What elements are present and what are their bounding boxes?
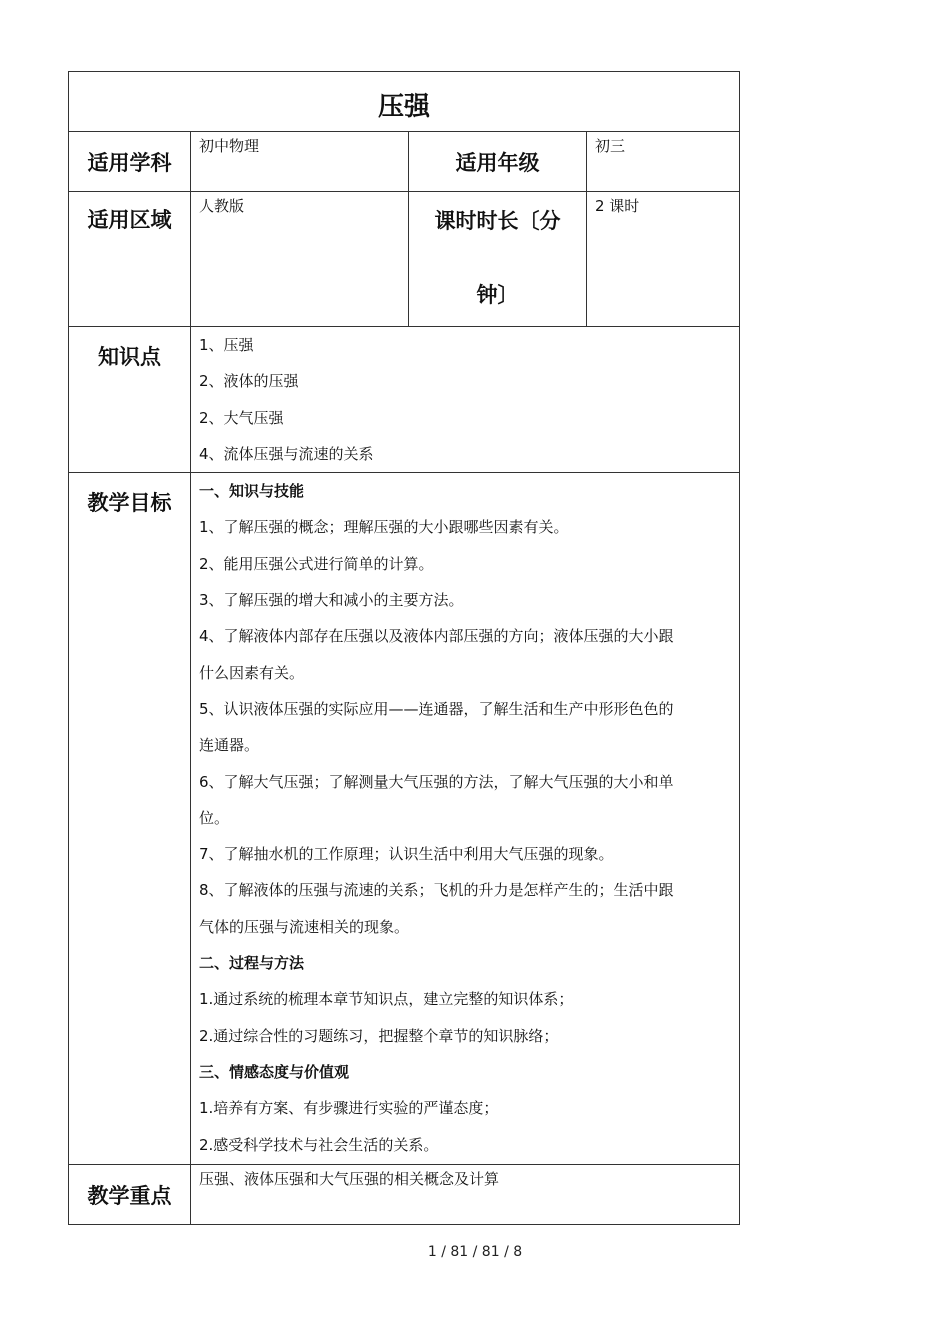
list-item: 2.感受科学技术与社会生活的关系。 xyxy=(199,1135,439,1154)
focus-row xyxy=(69,1165,740,1225)
knowledge-label-cell xyxy=(69,327,191,473)
list-item: 4、流体压强与流速的关系 xyxy=(199,444,374,463)
list-item: 8、了解液体的压强与流速的关系；飞机的升力是怎样产生的；生活中跟 xyxy=(199,881,674,900)
knowledge-label: 知识点 xyxy=(98,345,161,369)
grade-label: 适用年级 xyxy=(455,150,540,175)
duration-value: 2 课时 xyxy=(587,192,740,327)
knowledge-row xyxy=(69,327,740,473)
grade-label-cell xyxy=(409,132,587,192)
objectives-label: 教学目标 xyxy=(87,491,172,516)
list-item: 位。 xyxy=(199,808,230,827)
region-row xyxy=(69,192,740,327)
list-item: 什么因素有关。 xyxy=(199,663,305,682)
region-value: 人教版 xyxy=(191,192,409,327)
duration-label-line1: 课时时长〔分 xyxy=(434,209,561,233)
list-item: 2.通过综合性的习题练习，把握整个章节的知识脉络； xyxy=(199,1026,559,1045)
list-item: 3、了解压强的增大和减小的主要方法。 xyxy=(199,591,464,610)
list-item: 6、了解大气压强；了解测量大气压强的方法，了解大气压强的大小和单 xyxy=(199,772,674,791)
page-title: 压强 xyxy=(378,92,431,122)
list-item: 1.通过系统的梳理本章节知识点，建立完整的知识体系； xyxy=(199,990,574,1009)
focus-value: 压强、液体压强和大气压强的相关概念及计算 xyxy=(191,1165,740,1225)
list-item: 4、了解液体内部存在压强以及液体内部压强的方向；液体压强的大小跟 xyxy=(199,627,674,646)
section-heading: 三、情感态度与价值观 xyxy=(199,1062,350,1081)
objectives-label-cell xyxy=(69,473,191,1165)
subject-row xyxy=(69,132,740,192)
objectives-row xyxy=(69,473,740,1165)
list-item: 7、了解抽水机的工作原理；认识生活中利用大气压强的现象。 xyxy=(199,845,614,864)
list-item: 2、大气压强 xyxy=(199,408,284,427)
list-item: 2、液体的压强 xyxy=(199,372,299,391)
title-row xyxy=(69,72,740,132)
list-item: 5、认识液体压强的实际应用——连通器，了解生活和生产中形形色色的 xyxy=(199,699,674,718)
objectives-list xyxy=(191,473,740,1165)
section-heading: 一、知识与技能 xyxy=(199,482,305,501)
list-item: 连通器。 xyxy=(199,736,260,755)
lesson-plan-table xyxy=(68,71,740,1225)
list-item: 1、压强 xyxy=(199,336,254,354)
page-footer: 1 / 81 / 81 / 8 xyxy=(427,1244,523,1260)
focus-label: 教学重点 xyxy=(87,1183,172,1208)
section-heading: 二、过程与方法 xyxy=(199,954,305,973)
focus-label-cell xyxy=(69,1165,191,1225)
list-item: 2、能用压强公式进行简单的计算。 xyxy=(199,554,434,573)
duration-label-cell xyxy=(409,192,587,327)
list-item: 1、了解压强的概念；理解压强的大小跟哪些因素有关。 xyxy=(199,518,569,537)
subject-value: 初中物理 xyxy=(191,132,409,192)
duration-label-line2: 钟〕 xyxy=(476,283,519,307)
subject-label: 适用学科 xyxy=(87,150,172,175)
title-cell xyxy=(69,72,740,132)
region-label-cell xyxy=(69,192,191,327)
list-item: 气体的压强与流速相关的现象。 xyxy=(199,917,410,936)
list-item: 1.培养有方案、有步骤进行实验的严谨态度； xyxy=(199,1099,499,1118)
subject-label-cell xyxy=(69,132,191,192)
grade-value: 初三 xyxy=(587,132,740,192)
region-label: 适用区域 xyxy=(87,208,172,232)
knowledge-list xyxy=(191,327,740,473)
